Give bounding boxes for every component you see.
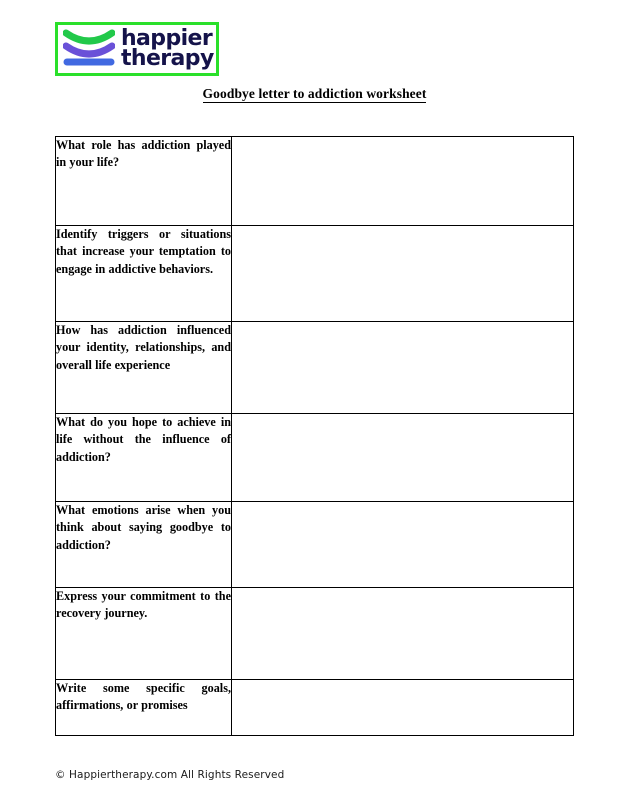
table-row bbox=[56, 226, 575, 322]
table-row bbox=[56, 588, 575, 680]
question-text: How has addiction influenced your identity, relationships, and overall life experience bbox=[56, 323, 231, 372]
answer-cell[interactable] bbox=[232, 502, 575, 588]
answer-cell[interactable] bbox=[232, 414, 575, 502]
question-cell bbox=[56, 414, 232, 502]
logo-word-line-2: therapy bbox=[121, 46, 214, 71]
page-title-text: Goodbye letter to addiction worksheet bbox=[202, 86, 427, 101]
table-row bbox=[56, 680, 575, 737]
question-text: Identify triggers or situations that increase your temptation to engage in addictive behaviors. bbox=[56, 227, 231, 276]
question-text: What role has addiction played in your life? bbox=[56, 138, 231, 170]
answer-cell[interactable] bbox=[232, 588, 575, 680]
question-cell bbox=[56, 137, 232, 226]
table-row bbox=[56, 502, 575, 588]
answer-cell[interactable] bbox=[232, 226, 575, 322]
answer-cell[interactable] bbox=[232, 137, 575, 226]
question-cell bbox=[56, 322, 232, 414]
logo-wordmark bbox=[121, 25, 214, 71]
brand-logo bbox=[55, 22, 219, 76]
worksheet-table-container bbox=[55, 136, 574, 736]
question-cell bbox=[56, 588, 232, 680]
question-text: Express your commitment to the recovery journey. bbox=[56, 589, 231, 621]
copyright-footer: © Happiertherapy.com All Rights Reserved bbox=[55, 769, 285, 781]
table-row bbox=[56, 414, 575, 502]
answer-cell[interactable] bbox=[232, 322, 575, 414]
logo-word-line-1: happier bbox=[121, 25, 213, 51]
page-title bbox=[0, 86, 629, 102]
table-row bbox=[56, 322, 575, 414]
question-cell bbox=[56, 226, 232, 322]
question-text: What do you hope to achieve in life without the influence of addiction? bbox=[56, 415, 231, 464]
table-row bbox=[56, 137, 575, 226]
question-cell bbox=[56, 502, 232, 588]
question-text: Write some specific goals, affirmations, or promises bbox=[56, 681, 231, 713]
question-text: What emotions arise when you think about saying goodbye to addiction? bbox=[56, 503, 231, 552]
worksheet-table bbox=[55, 136, 574, 736]
logo-mark-icon bbox=[63, 27, 115, 71]
question-cell bbox=[56, 680, 232, 737]
answer-cell[interactable] bbox=[232, 680, 575, 737]
